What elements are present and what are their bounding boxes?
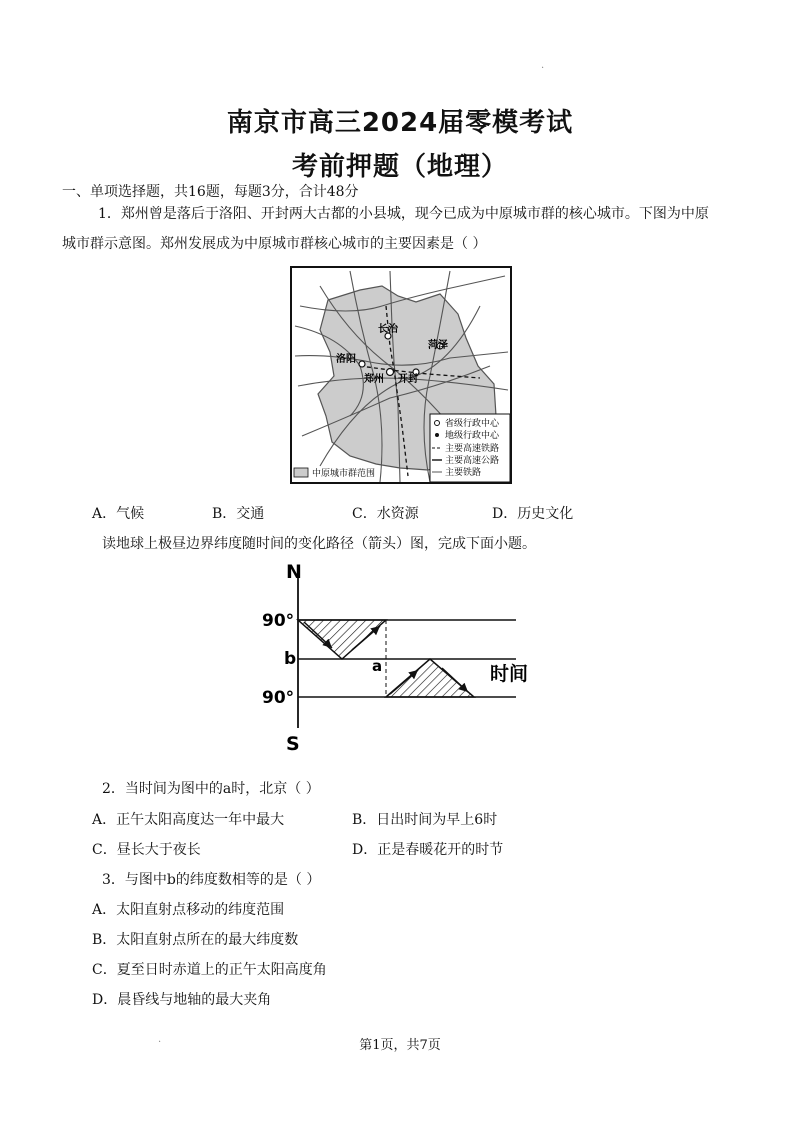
q2-option-d: D．正是春暖花开的时节 xyxy=(352,842,504,858)
legend-item-0: 省级行政中心 xyxy=(445,419,500,429)
label-b: b xyxy=(284,649,297,669)
legend-item-4: 主要铁路 xyxy=(445,468,482,478)
scan-dot-2: . xyxy=(158,1034,162,1045)
north-triangle xyxy=(298,620,386,659)
q1-stem-line1: 1．郑州曾是落后于洛阳、开封两大古都的小县城，现今已成为中原城市群的核心城市。下图为中原 xyxy=(98,206,709,222)
q1-option-a: A．气候 xyxy=(92,506,145,522)
scan-dot: . xyxy=(541,60,545,71)
q1-stem-line2: 城市群示意图。郑州发展成为中原城市群核心城市的主要因素是（ ） xyxy=(62,236,487,252)
page-footer: 第1页，共7页 xyxy=(359,1038,441,1053)
passage-text: 读地球上极昼边界纬度随时间的变化路径（箭头）图，完成下面小题。 xyxy=(102,536,536,552)
q2-option-a: A．正午太阳高度达一年中最大 xyxy=(92,812,285,828)
q1-option-c: C．水资源 xyxy=(352,506,419,522)
q3-option-d: D．晨昏线与地轴的最大夹角 xyxy=(92,992,272,1008)
q1-option-b: B．交通 xyxy=(212,506,265,522)
q3-stem: 3．与图中b的纬度数相等的是（ ） xyxy=(102,872,321,888)
q3-option-b: B．太阳直射点所在的最大纬度数 xyxy=(92,932,299,948)
label-n: N xyxy=(286,561,302,583)
central-plains-map xyxy=(290,266,512,484)
label-s: S xyxy=(286,733,300,755)
label-time: 时间 xyxy=(490,663,529,685)
q1-option-d: D．历史文化 xyxy=(492,506,574,522)
south-triangle xyxy=(386,659,474,697)
section-header: 一、单项选择题，共16题，每题3分，合计48分 xyxy=(62,184,359,200)
q2-option-b: B．日出时间为早上6时 xyxy=(352,812,498,828)
q3-option-a: A．太阳直射点移动的纬度范围 xyxy=(92,902,285,918)
map-city-label-4: 开封 xyxy=(398,374,418,385)
q2-stem: 2．当时间为图中的a时，北京（ ） xyxy=(102,781,320,797)
map-city-label-1: 菏泽 xyxy=(428,340,448,351)
map-city-label-0: 长治 xyxy=(378,324,398,335)
label-90-top: 90° xyxy=(262,611,295,631)
map-range-label: 中原城市群范围 xyxy=(312,469,376,479)
page-title: 南京市高三2024届零模考试 xyxy=(226,108,574,138)
polar-day-diagram xyxy=(260,556,540,756)
q3-option-c: C．夏至日时赤道上的正午太阳高度角 xyxy=(92,962,327,978)
legend-item-3: 主要高速公路 xyxy=(445,456,500,466)
label-a: a xyxy=(372,657,383,675)
legend-item-1: 地级行政中心 xyxy=(445,431,500,441)
legend-item-2: 主要高速铁路 xyxy=(445,444,500,454)
page-subtitle: 考前押题（地理） xyxy=(291,152,508,182)
q2-option-c: C．昼长大于夜长 xyxy=(92,842,201,858)
label-90-bottom: 90° xyxy=(262,688,295,708)
map-city-label-2: 洛阳 xyxy=(336,354,356,365)
map-city-label-3: 郑州 xyxy=(364,374,384,385)
